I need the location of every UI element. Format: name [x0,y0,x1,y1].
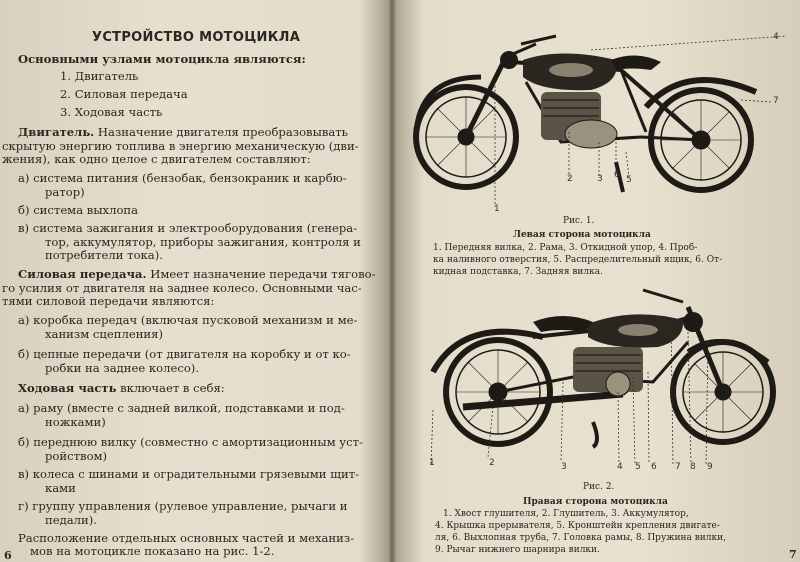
chassis-item: педали). [45,513,97,527]
left-page [0,0,384,562]
fig1-callout-3: 3 [597,174,603,184]
transmission-item: б) цепные передачи (от двигателя на коробку и от ко- [18,347,351,361]
transmission-text-line: тями силовой передачи являются: [2,294,215,308]
unit-item: 3. Ходовая часть [60,105,163,119]
chassis-item: б) переднюю вилку (совместно с амортизационным уст- [18,435,363,449]
engine-text-line: Назначение двигателя преобразовывать [97,125,348,139]
fig2-callout-1: 1 [429,458,435,468]
chassis-item: г) группу управления (рулевое управление, рычаги и [18,499,348,513]
right-page [393,0,800,562]
transmission-text-line: Имеет назначение передачи тягово- [150,267,376,281]
fig2-callout-7: 7 [675,462,681,472]
fig1-callout-2: 2 [567,174,573,184]
fig2-callout-6: 6 [651,462,657,472]
fig2-callout-5: 5 [635,462,641,472]
fig1-callout-7: 7 [773,96,779,106]
fig2-label: Рис. 2. [583,482,615,492]
chassis-heading: Ходовая часть [18,381,117,395]
page-title: УСТРОЙСТВО МОТОЦИКЛА [92,30,301,45]
fig1-callout-6: 6 [614,170,620,180]
fig2-callout-3: 3 [561,462,567,472]
page-number: 7 [789,548,797,561]
fig1-caption-line: ка наливного отверстия, 5. Распределительный ящик, 6. От- [433,255,723,265]
fig1-callout-5: 5 [626,175,632,185]
transmission-text-line: го усилия от двигателя на заднее колесо. Основными час- [2,281,362,295]
transmission-item: ханизм сцепления) [45,327,163,341]
fig2-callout-2: 2 [489,458,495,468]
transmission-item: робки на заднее колесо). [45,361,200,375]
engine-item: потребители тока). [45,248,163,262]
engine-item: б) система выхлопа [18,203,139,217]
chassis-item: ками [45,481,76,495]
unit-item: 1. Двигатель [60,69,139,83]
intro-text: Основными узлами мотоцикла являются: [18,52,306,66]
engine-item: ратор) [45,185,85,199]
fig1-label: Рис. 1. [563,216,595,226]
fig2-caption-line: ля, 6. Выхлопная труба, 7. Головка рамы, 8. Пружина вилки, [435,533,727,543]
fig2-callout-8: 8 [690,462,696,472]
transmission-item: а) коробка передач (включая пусковой механизм и ме- [18,313,358,327]
engine-item: а) система питания (бензобак, бензокраник и карбю- [18,171,347,185]
transmission-heading: Силовая передача. [18,267,147,281]
fig1-title: Левая сторона мотоцикла [513,230,651,240]
fig2-title: Правая сторона мотоцикла [523,497,668,507]
chassis-item: а) раму (вместе с задней вилкой, подставками и под- [18,401,345,415]
chassis-item: ройством) [45,449,108,463]
chassis-item: в) колеса с шинами и оградительными грязевыми щит- [18,467,360,481]
fig2-caption-line: 1. Хвост глушителя, 2. Глушитель, 3. Аккумулятор, [443,509,689,519]
motorcycle-right-side-figure [423,282,788,467]
engine-item: в) система зажигания и электрооборудования (генера- [18,221,358,235]
fig1-caption-line: 1. Передняя вилка, 2. Рама, 3. Откидной упор, 4. Проб- [433,243,698,253]
fig1-callout-1: 1 [494,204,500,214]
motorcycle-left-side-figure [411,22,796,217]
fig1-caption-line: кидная подставка, 7. Задняя вилка. [433,267,604,277]
engine-item: тор, аккумулятор, приборы зажигания, контроля и [45,235,361,249]
engine-heading: Двигатель. [18,125,95,139]
fig1-callout-4: 4 [773,32,779,42]
fig2-caption-line: 9. Рычаг нижнего шарнира вилки. [435,545,600,555]
closing-text: Расположение отдельных основных частей и механиз- [18,531,355,545]
fig2-callout-9: 9 [707,462,713,472]
closing-text: мов на мотоцикле показано на рис. 1-2. [30,544,275,558]
engine-text-line: жения), как одно целое с двигателем составляют: [2,152,311,166]
fig2-callout-4: 4 [617,462,623,472]
fig2-caption-line: 4. Крышка прерывателя, 5. Кронштейн крепления двигате- [435,521,720,531]
chassis-text: включает в себя: [120,381,225,395]
unit-item: 2. Силовая передача [60,87,188,101]
chassis-item: ножками) [45,415,106,429]
engine-text-line: скрытую энергию топлива в энергию механическую (дви- [2,139,359,153]
page-number: 6 [4,549,12,562]
